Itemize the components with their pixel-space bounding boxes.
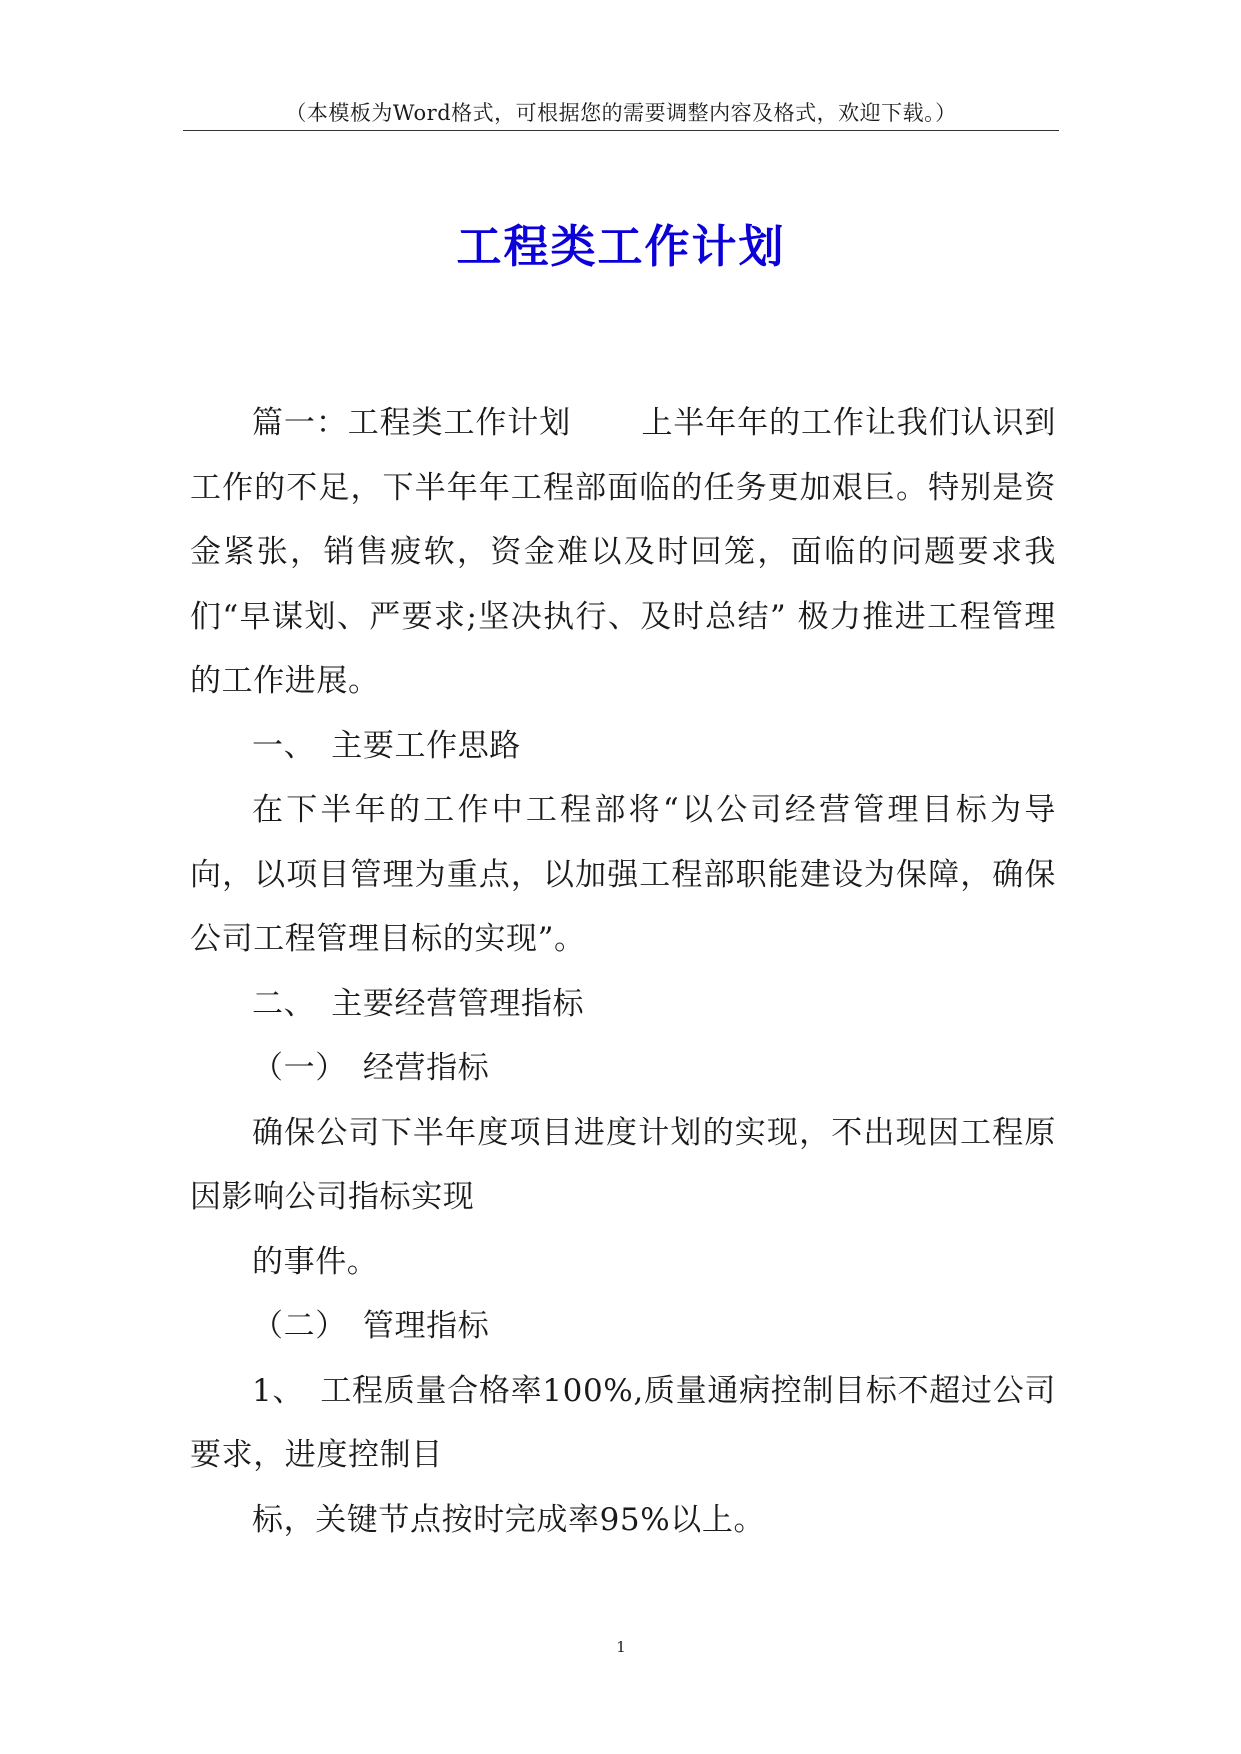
page-number: 1 bbox=[616, 1638, 626, 1656]
subsection1-paragraph: 确保公司下半年度项目进度计划的实现，不出现因工程原因影响公司指标实现 bbox=[190, 1114, 1056, 1215]
item1-paragraph-continued: 标，关键节点按时完成率95%以上。 bbox=[252, 1501, 766, 1538]
template-header-note: （本模板为Word格式，可根据您的需要调整内容及格式，欢迎下载。） bbox=[285, 101, 957, 125]
item1-paragraph: 1、 工程质量合格率100%,质量通病控制目标不超过公司要求，进度控制目 bbox=[190, 1372, 1056, 1473]
document-title: 工程类工作计划 bbox=[456, 220, 786, 273]
section1-paragraph: 在下半年的工作中工程部将“以公司经营管理目标为导向，以项目管理为重点，以加强工程部职能建设为保障，确保公司工程管理目标的实现”。 bbox=[190, 792, 1056, 957]
header-divider bbox=[183, 130, 1059, 131]
intro-label: 篇一：工程类工作计划 bbox=[252, 405, 572, 441]
intro-paragraph bbox=[190, 391, 1056, 714]
section2-heading: 二、 主要经营管理指标 bbox=[252, 985, 585, 1022]
document-body bbox=[190, 391, 1056, 1552]
section1-heading: 一、 主要工作思路 bbox=[252, 727, 521, 764]
subsection1-heading: （一） 经营指标 bbox=[252, 1050, 490, 1086]
subsection1-paragraph-continued: 的事件。 bbox=[252, 1243, 379, 1280]
intro-text: 上半年年的工作让我们认识到工作的不足，下半年年工程部面临的任务更加艰巨。特别是资金紧张，销售疲软，资金难以及时回笼，面临的问题要求我们“早谋划、严要求;坚决执行、及时总结” 极力推进工程管理的工作进展。 bbox=[190, 405, 1056, 699]
subsection2-heading: （二） 管理指标 bbox=[252, 1308, 490, 1344]
